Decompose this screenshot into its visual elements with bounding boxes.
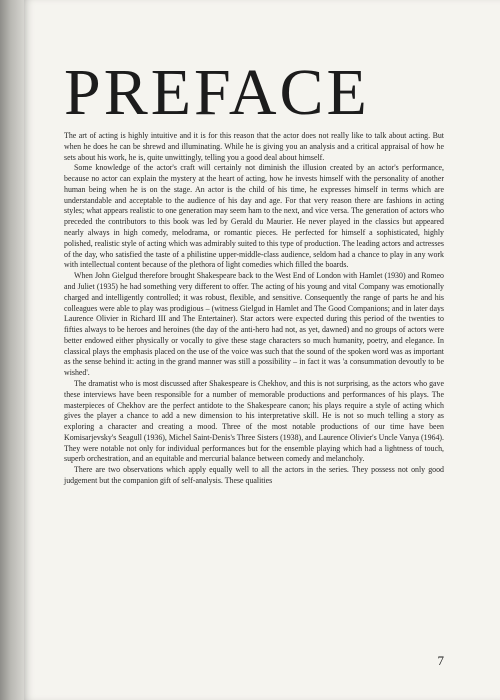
- paragraph: There are two observations which apply equally well to all the actors in the series. They possess not only good judgement but the companion gift of self-analysis. These qualities: [64, 465, 444, 485]
- page-heading: PREFACE: [64, 56, 370, 129]
- paragraph: When John Gielgud therefore brought Shakespeare back to the West End of London with Hamlet (1930) and Romeo and Juliet (1935) he had something very different to offer. The acting of his young and vital Company was emotionally charged and intelligently controlled; it was robust, flexible, and sensitive. Consequently the range of parts he and his colleagues were able to play was prodigious – (witness Gielgud in Hamlet and The Good Companions; and in later days Laurence Olivier in Richard III and The Entertainer). Star actors were expected during this period of the twenties to fifties always to be heroes and heroines (the day of the anti-hero had not, as yet, dawned) and no groups of actors were better endowed either physically or vocally to give these stage characters so much humanity, poetry, and elegance. In classical plays the emphasis placed on the use of the voice was such that the sound of the spoken word was as important as the sense behind it: acting in the grand manner was still a possibility – in fact it was 'a consummation devoutly to be wished'.: [64, 271, 444, 378]
- book-gutter-shadow: [0, 0, 24, 700]
- paragraph: Some knowledge of the actor's craft will certainly not diminish the illusion created by an actor's performance, because no actor can explain the mystery at the heart of acting, how he invests himself with the personality of another human being when he is on the stage. An actor is the child of his time, he expresses himself in terms which are understandable and acceptable to the audience of his day and age. For that very reason there are fashions in acting styles; what appears realistic to one generation may seem ham to the next, and vice versa. The generation of actors who preceded the contributors to this book was led by Gerald du Maurier. He never played in the classics but appeared nearly always in high comedy, melodrama, or romantic pieces. He perfected for himself a sophisticated, highly polished, realistic style of acting which was admirably suited to this type of production. The leading actors and actresses of the day, who satisfied the taste of a philistine upper-middle-class audience, seldom had a chance to play in any work with intellectual content because of the plethora of light comedies which filled the boards.: [64, 163, 444, 270]
- paragraph: The dramatist who is most discussed after Shakespeare is Chekhov, and this is not surprising, as the actors who gave these interviews have been responsible for a number of memorable productions and performances of his plays. The masterpieces of Chekhov are the perfect antidote to the Shakespeare canon; his plays require a style of acting which gives the player a chance to add a new dimension to his interpretative skill. He is not so much telling a story as exploring a character and creating a mood. Three of the most notable productions of our time have been Komisarjevsky's Seagull (1936), Michel Saint-Denis's Three Sisters (1938), and Laurence Olivier's Uncle Vanya (1964). They were notable not only for individual performances but for the ensemble playing which had a lightness of touch, superb orchestration, and an equitable and mercurial balance between comedy and melancholy.: [64, 378, 445, 464]
- paragraph: The art of acting is highly intuitive and it is for this reason that the actor does not really like to talk about acting. But when he does he can be shrewd and illuminating. While he is giving you an analysis and a critical appraisal of how he sets about his work, he is, quite unwittingly, telling you a good deal about himself.: [64, 131, 444, 162]
- page-number: 7: [437, 653, 444, 668]
- body-text: [64, 131, 444, 487]
